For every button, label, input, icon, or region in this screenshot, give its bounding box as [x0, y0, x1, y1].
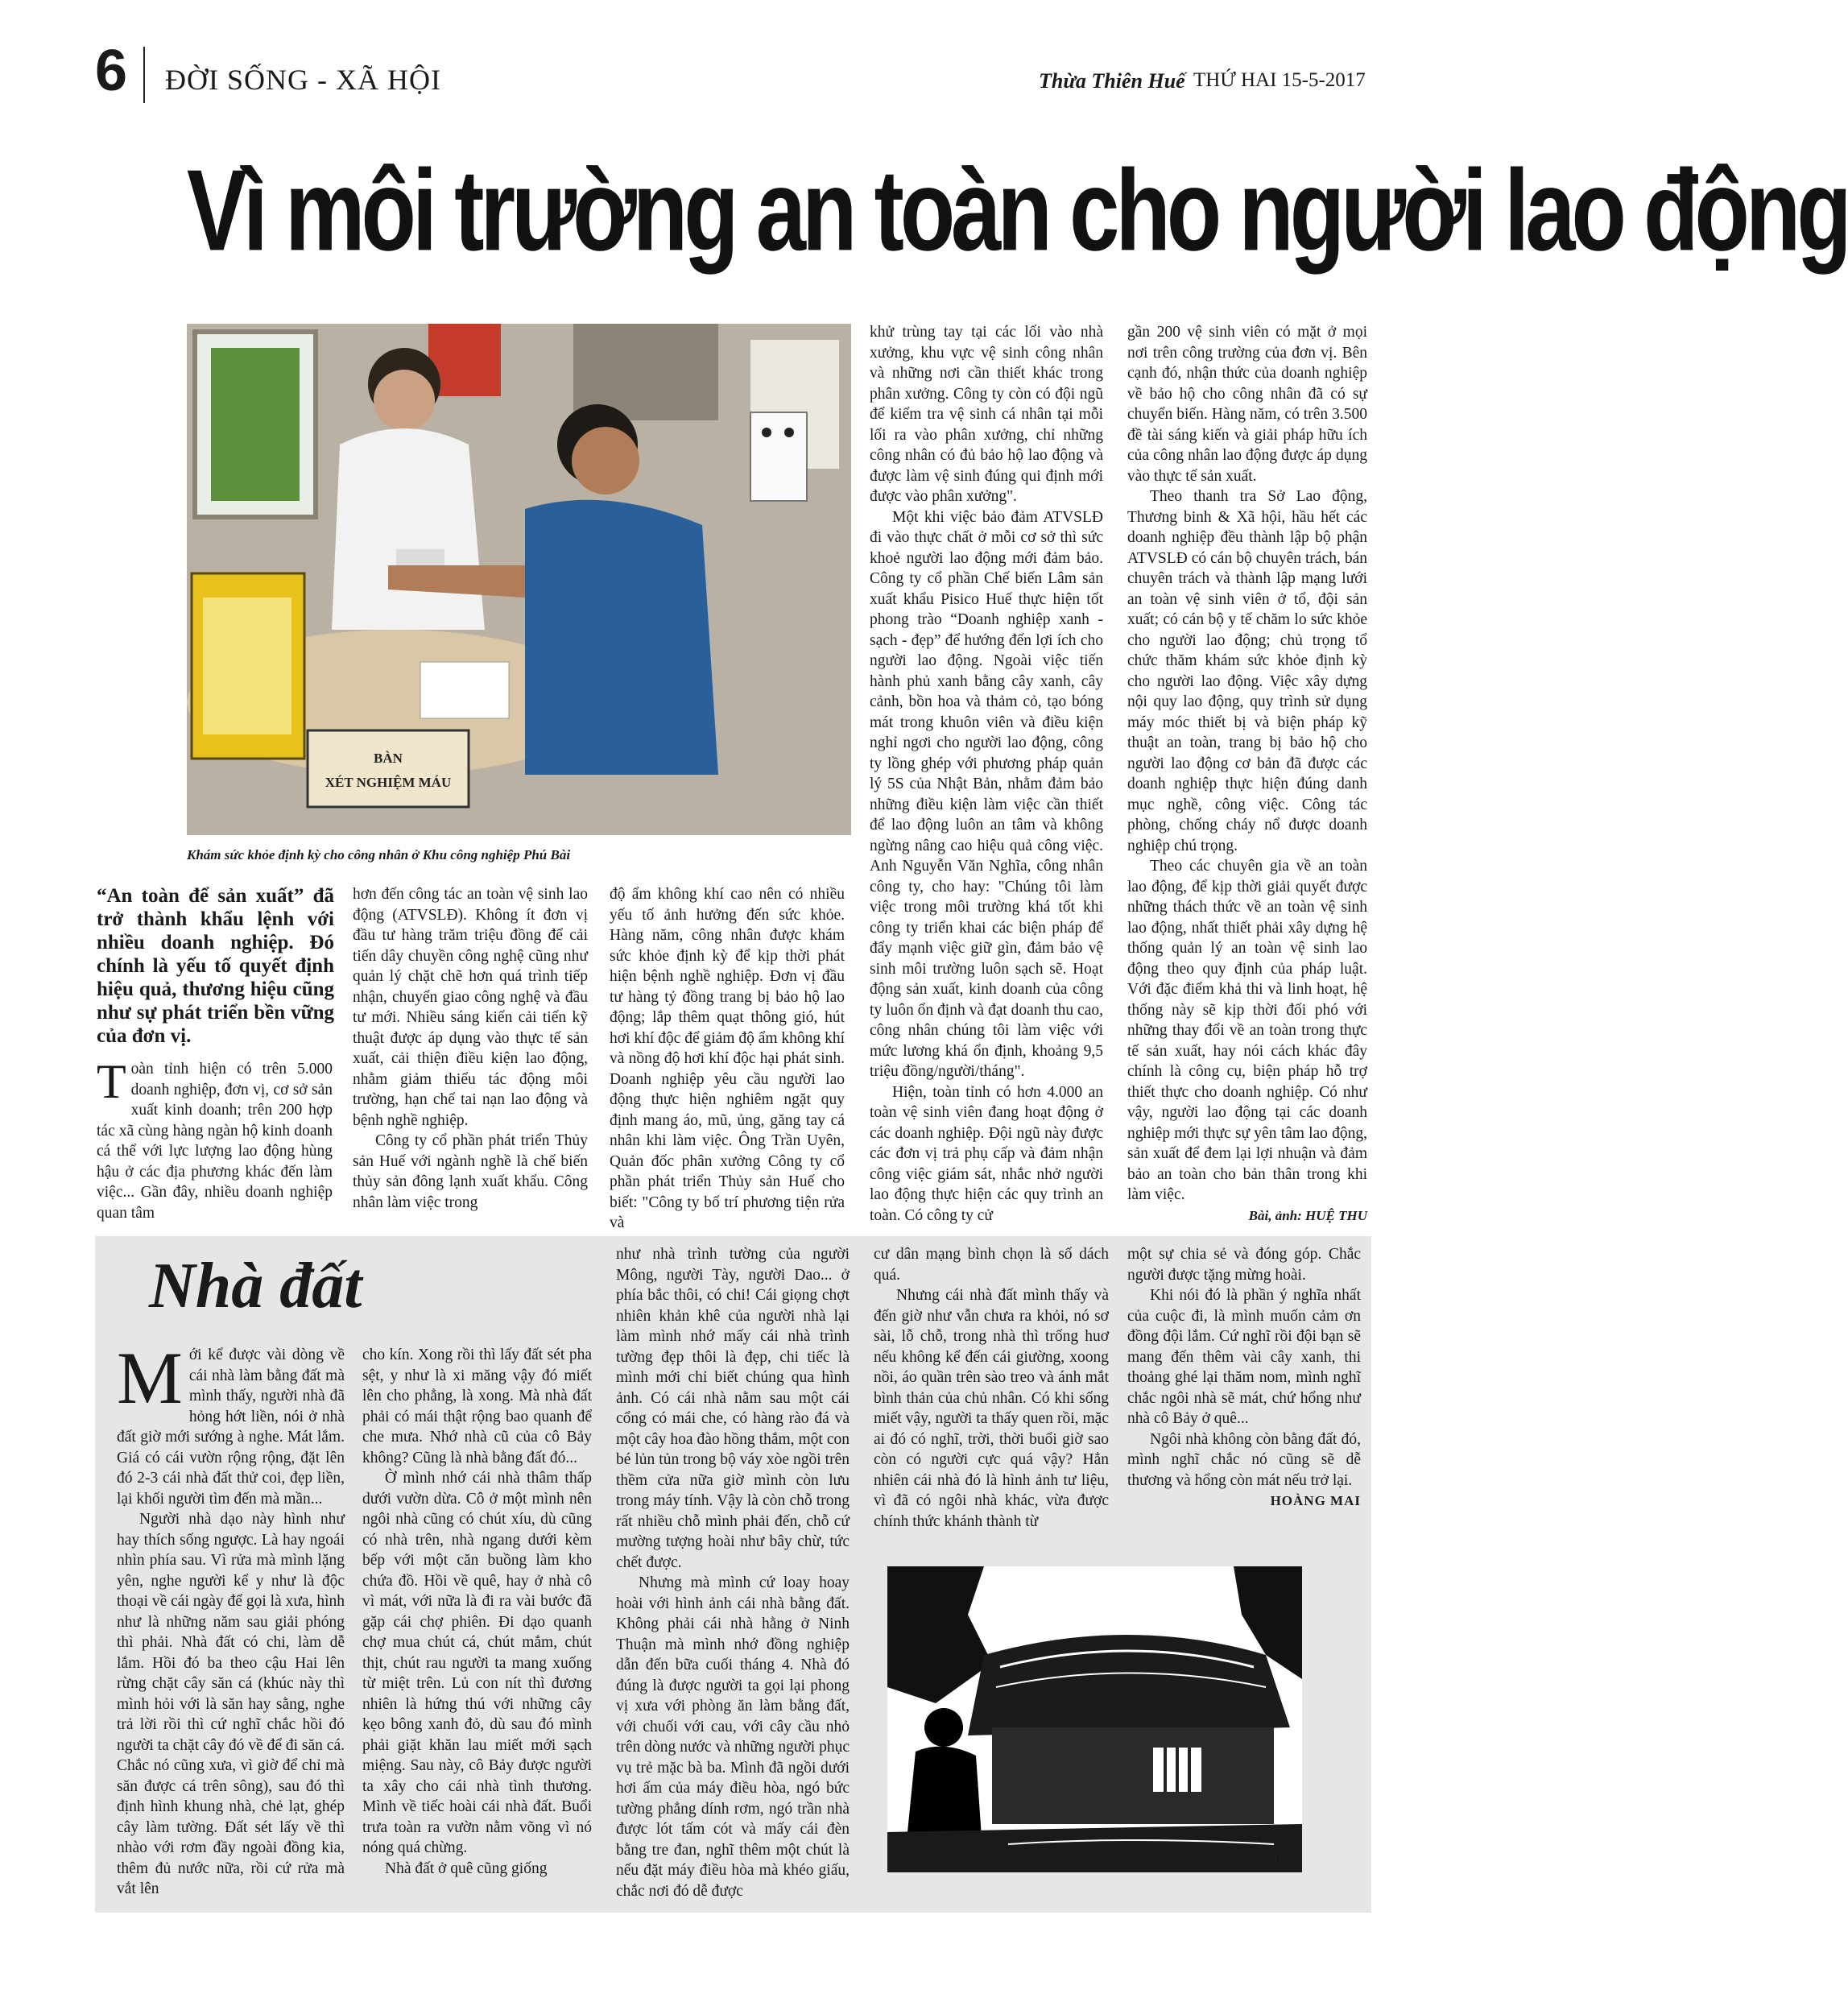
medical-checkup-photo — [187, 324, 851, 835]
newspaper-name: Thừa Thiên Huế — [1039, 69, 1185, 93]
paragraph: Nhưng mà mình cứ loay hoay hoài với hình ảnh cái nhà bằng đất. Không phải cái nhà hằng ở Ninh Thuận mà mình nhớ đồng nghiệp dẫn đến bữa cuối tháng 4. Nhà đó đúng là được người ta gọi lại phong vị xưa với phòng ăn làm bằng đất, với chuối với cau, với cây cầu nhỏ trên dòng nước và những người phục vụ trẻ mặc bà ba. Mình đã ngồi dưới hơi ấm của máy điều hòa, ngó bức tường phẳng dính rơm, ngó trần nhà được lót tấm cót và mấy cái đèn bằng tre đan, nghĩ thêm một chút là nếu đặt máy điều hòa mà khéo giấu, chắc nơi đó dễ được — [616, 1574, 850, 1900]
svg-text:BÀN: BÀN — [374, 751, 403, 766]
svg-text:XÉT NGHIỆM MÁU: XÉT NGHIỆM MÁU — [325, 775, 452, 790]
feature-column-4 — [874, 1244, 1109, 1532]
paragraph: độ ẩm không khí cao nên có nhiều yếu tố ảnh hưởng đến sức khỏe. Hàng năm, công nhân được khám sức khỏe định kỳ để kịp thời phát hiện bệnh nghề nghiệp. Đơn vị đầu tư hàng tỷ đồng trang bị bảo hộ lao động; lắp thêm quạt thông gió, hút hơi khí độc để giảm độ ẩm không khí và nồng độ hơi khí độc hại phát sinh. Doanh nghiệp yêu cầu người lao động thực hiện nghiêm ngặt quy định mang áo, mũ, ủng, găng tay cá nhân khi làm việc. Ông Trần Uyên, Quản đốc phân xưởng Công ty cổ phần phát triển Thủy sản Huế cho biết: "Công ty bố trí phương tiện rửa và — [610, 886, 845, 1231]
header-divider — [143, 47, 145, 103]
article-headline: Vì môi trường an toàn cho người lao động — [187, 146, 1848, 275]
paragraph: Công ty cổ phần phát triển Thủy sản Huế với ngành nghề là chế biến thủy sản đông lạnh xuất khẩu. Công nhân làm việc trong — [353, 1132, 588, 1211]
paragraph: Nhưng cái nhà đất mình thấy và đến giờ như vẫn chưa ra khỏi, nó sơ sài, lỗ chỗ, trong nhà thì trống huơ nếu không kể đến cái giường, xoong nồi, áo quần trên sào treo và ánh mắt bình thản của chủ nhân. Có khi sống miết vậy, người ta thấy quen rồi, mặc ai đó có nghĩ, trời, thời buổi giờ sao còn có người cực quá vậy? Hẳn nhiên cái nhà đó là hình ảnh tư liệu, vì đã có ngôi nhà khác, vừa được chính thức khánh thành từ — [874, 1287, 1109, 1530]
page-number: 6 — [95, 39, 128, 103]
feature-column-3 — [616, 1244, 850, 1901]
paragraph: Theo các chuyên gia về an toàn lao động, để kịp thời giải quyết được những thách thức về an toàn vệ sinh lao động, nhất thiết phải xây dựng hệ thống quản lý an toàn vệ sinh lao động theo quy định của pháp luật. Với đặc điểm khả thi và linh hoạt, hệ thống này sẽ kịp thời đối phó với những thay đổi về an toàn trong thực tế sản xuất, hay nói cách khác đây chính là công cụ, biện pháp hỗ trợ thiết thực cho doanh nghiệp. Có như vậy, người lao động tại các doanh nghiệp mới thực sự yên tâm lao động, sản xuất để đem lại lợi nhuận và đảm bảo an toàn cho bản thân trong khi làm việc. — [1127, 858, 1367, 1203]
paragraph: cư dân mạng bình chọn là số dách quá. — [874, 1246, 1109, 1284]
paragraph: Một khi việc bảo đảm ATVSLĐ đi vào thực chất ở mỗi cơ sở thì sức khoẻ người lao động mới đảm bảo. Công ty cổ phần Chế biến Lâm sản xuất khẩu Pisico Huế thực hiện tốt phong trào “Doanh nghiệp xanh - sạch - đẹp” để hướng đến lợi ích cho người lao động. Ngoài việc tiến hành phủ xanh bằng cây xanh, cây cảnh, bồn hoa và thảm cỏ, tạo bóng mát trong khuôn viên và điều kiện nghỉ ngơi cho người lao động, công ty lồng ghép với phương pháp quản lý 5S của Nhật Bản, nhằm đảm bảo những điều kiện làm việc cần thiết để lao động luôn an tâm và không ngừng nâng cao hiệu quả công việc. Anh Nguyễn Văn Nghĩa, công nhân công ty, cho hay: "Chúng tôi làm việc trong môi trường khá tốt khi công ty triển khai các biện pháp để đẩy mạnh việc giữ gìn, đảm bảo vệ sinh môi trường luôn sạch sẽ. Hoạt động sản xuất, kinh doanh của công ty luôn ổn định và đạt doanh thu cao, công nhân chúng tôi làm việc với mức lương khá ổn định, khoảng 9,5 triệu đồng/người/tháng". — [870, 508, 1103, 1080]
paragraph: cho kín. Xong rồi thì lấy đất sét pha sệt, y như là xi măng vậy đó miết lên cho phẳng, là xong. Mà nhà đất phải có mái thật rộng bao quanh để che mưa. Nhớ nhà cũ của cô Bảy không? Cũng là nhà bằng đất đó... — [362, 1346, 592, 1466]
house-sketch-illustration — [887, 1566, 1302, 1872]
paragraph: Hiện, toàn tỉnh có hơn 4.000 an toàn vệ sinh viên đang hoạt động ở các doanh nghiệp. Đội ngũ này được các đơn vị trả phụ cấp và đảm nhận công việc giám sát, nhắc nhở người lao động thực hiện các quy trình an toàn. Có công ty cử — [870, 1083, 1103, 1224]
article1-column-2 — [353, 884, 588, 1213]
feature-author: HOÀNG MAI — [1270, 1493, 1361, 1508]
paragraph: gần 200 vệ sinh viên có mặt ở mọi nơi trên công trường của đơn vị. Bên cạnh đó, nhận thức của doanh nghiệp về bảo hộ cho công nhân đã có sự chuyển biến. Hàng năm, có trên 3.500 đề tài sáng kiến và giải pháp hữu ích của công nhân lao động được áp dụng vào thực tế sản xuất. — [1127, 324, 1367, 485]
paragraph: như nhà trình tường của người Mông, người Tày, người Dao... ở phía bắc thôi, có chi! Cái giọng chợt nhiên khản khê của người nhà lại làm mình nhớ mấy cái nhà trình tường đẹp thôi là đẹp, chi tiếc là mình mới chỉ biết chúng qua hình ảnh. Có cái nhà nằm sau một cái cổng có mái che, có hàng rào đá và một cây hoa đào hồng thắm, một con bé lủn tủn trong bộ váy xòe ngồi trên thềm cửa nữa giờ mình còn lưu trong máy tính. Vậy là còn chỗ trong rất nhiều chỗ mình phải đến, chỗ cứ mường tượng hoài như bây chừ, tức chết được. — [616, 1246, 850, 1571]
paragraph: khử trùng tay tại các lối vào nhà xưởng, khu vực vệ sinh công nhân và những nơi cần thiết khác trong phân xưởng. Công ty còn có đội ngũ để kiểm tra vệ sinh cá nhân tại mỗi lối ra vào phân xưởng, chỉ những công nhân có đủ bảo hộ lao động và được làm vệ sinh đúng qui định mới được vào phân xưởng". — [870, 324, 1103, 505]
paragraph: oàn tỉnh hiện có trên 5.000 doanh nghiệp, đơn vị, cơ sở sản xuất kinh doanh; trên 200 hợp tác xã cùng hàng ngàn hộ kinh doanh cá thể với lực lượng lao động hùng hậu ở các địa phương khác đến làm việc... Gần đây, nhiều doanh nghiệp quan tâm — [97, 1061, 333, 1222]
dropcap: M — [117, 1337, 183, 1419]
paragraph: Ngôi nhà không còn bằng đất đó, mình nghĩ chắc nó cũng sẽ dễ thương và hổng còn mát nếu trở lại. — [1127, 1430, 1361, 1489]
dropcap: T — [97, 1055, 126, 1108]
feature-column-5 — [1127, 1244, 1361, 1512]
house-sketch — [887, 1566, 1302, 1872]
feature-title: Nhà đất — [149, 1251, 362, 1322]
article1-column-4 — [870, 322, 1103, 1226]
issue-date: THỨ HAI 15-5-2017 — [1193, 69, 1366, 91]
photo-caption: Khám sức khỏe định kỳ cho công nhân ở Khu công nghiệp Phú Bài — [187, 847, 571, 862]
feature-column-1 — [117, 1337, 345, 1900]
article1-column-3 — [610, 884, 845, 1234]
paragraph: hơn đến công tác an toàn vệ sinh lao động (ATVSLĐ). Không ít đơn vị đầu tư hàng trăm triệu đồng để cải tiến dây chuyền công nghệ cũng như quản lý chặt chẽ hơn quá trình tiếp nhận, chuyển giao công nghệ và đầu tư mới. Nhiều sáng kiến cải tiến kỹ thuật được áp dụng vào thực tế sản xuất, cải thiện điều kiện lao động, nhằm giảm thiểu tác động môi trường, hạn chế tai nạn lao động và bệnh nghề nghiệp. — [353, 886, 588, 1129]
article-byline: Bài, ảnh: HUỆ THU — [1248, 1207, 1367, 1223]
paragraph: Theo thanh tra Sở Lao động, Thương binh & Xã hội, hầu hết các doanh nghiệp đều thành lập bộ phận ATVSLĐ có cán bộ chuyên trách, bán chuyên trách và thành lập mạng lưới an toàn vệ sinh viên ở tổ, đội sản xuất; có cán bộ y tế chăm lo sức khỏe cho người lao động; chủ trọng tổ chức thăm khám sức khỏe định kỳ cho người lao động. Việc xây dựng nội quy lao động, quy trình sử dụng máy móc thiết bị và biện pháp kỹ thuật an toàn, trang bị bảo hộ cho người lao động cơ bản đã được các doanh nghiệp thực hiện đúng danh mục nghề, công việc. Công tác phòng, chống cháy nổ được doanh nghiệp chú trọng. — [1127, 488, 1367, 854]
paragraph: Nhà đất ở quê cũng giống — [385, 1859, 548, 1877]
paragraph: Khi nói đó là phần ý nghĩa nhất của cuộc đi, là mình muốn cảm ơn đồng đội lắm. Cứ nghĩ rồi đội bạn sẽ mang đến thêm vài cây xanh, thi thoảng ghé lại thăm nom, mình nghĩ chắc ngôi nhà sẽ mát, chứ hổng như nhà cô Bảy ở quê... — [1127, 1287, 1361, 1427]
feature-column-2 — [362, 1345, 592, 1879]
paragraph: Ờ mình nhớ cái nhà thâm thấp dưới vườn dừa. Cô ở một mình nên ngôi nhà cũng có chút xíu, dù cũng có nhà trên, nhà ngang dưới kèm bếp với một căn buồng làm kho chứa đồ. Hồi về quê, hay ở nhà cô vì mát, với nữa là đi ra vài bước đã gặp cái chợ phiên. Đi dạo quanh chợ mua chút cá, chút mắm, chút thịt, chút rau người ta mang xuống từ miệt trên. Lủ con nít thì đương nhiên là hứng thú với những cây kẹo bông xanh đỏ, dù sau đó mình phải giặt khăn lau miết mới sạch miệng. Sau này, cô Bảy được người ta xây cho cái nhà tình thương. Mình về tiếc hoài cái nhà đất. Buổi trưa toàn ra vườn nằm võng vì nó nóng quá chừng. — [362, 1470, 592, 1856]
paragraph: ới kể được vài dòng về cái nhà làm bằng đất mà mình thấy, người nhà đã hỏng hớt liền, nói ở nhà đất giờ mới sướng à nghe. Mát lắm. Giá có cái vườn rộng rộng, đặt lên đó 2-3 cái nhà đất thử coi, đẹp liền, lại khối người tìm đến mà mần... — [117, 1346, 345, 1508]
paragraph: một sự chia sẻ và đóng góp. Chắc người được tặng mừng hoài. — [1127, 1246, 1361, 1284]
article-lede: “An toàn để sản xuất” đã trở thành khẩu lệnh với nhiều doanh nghiệp. Đó chính là yếu tố quyết định hiệu quả, thương hiệu cũng như sự phát triển bền vững của đơn vị. — [97, 885, 334, 1047]
section-title: ĐỜI SỐNG - XÃ HỘI — [165, 64, 441, 96]
article1-column-1 — [97, 1055, 333, 1223]
article1-column-5 — [1127, 322, 1367, 1226]
paragraph: Người nhà dạo này hình như hay thích sống ngược. Là hay ngoái nhìn phía sau. Vì rửa mà mình lặng yên, nghe người kể y như là độc thoại về cái ngày để gọi là xưa, hình như là những năm sau giải phóng thì phải. Nhà đất có chi, làm dễ lắm. Hồi đó ba theo cậu Hai lên rừng chặt cây săn cá (khúc này thì mình hỏi với là săn hay sằng, nghe trả lời rồi thì cứ nghĩ chắc hồi đó người ta chặt cây đó về để đi săn cá. Chắc nó cũng xưa, vì giờ để chỉ mà săn được cá trên sông), sau đó thì định hình khung nhà, chẻ lạt, ghép cây làm tường. Đất sét lấy về thì nhào với rơm đầy ngoài đồng kia, thêm đủ nước nữa, rồi cứ rửa mà vắt lên — [117, 1511, 345, 1897]
sketch-signature: 2017 — [1266, 1854, 1288, 1866]
photo-illustration — [187, 324, 851, 835]
